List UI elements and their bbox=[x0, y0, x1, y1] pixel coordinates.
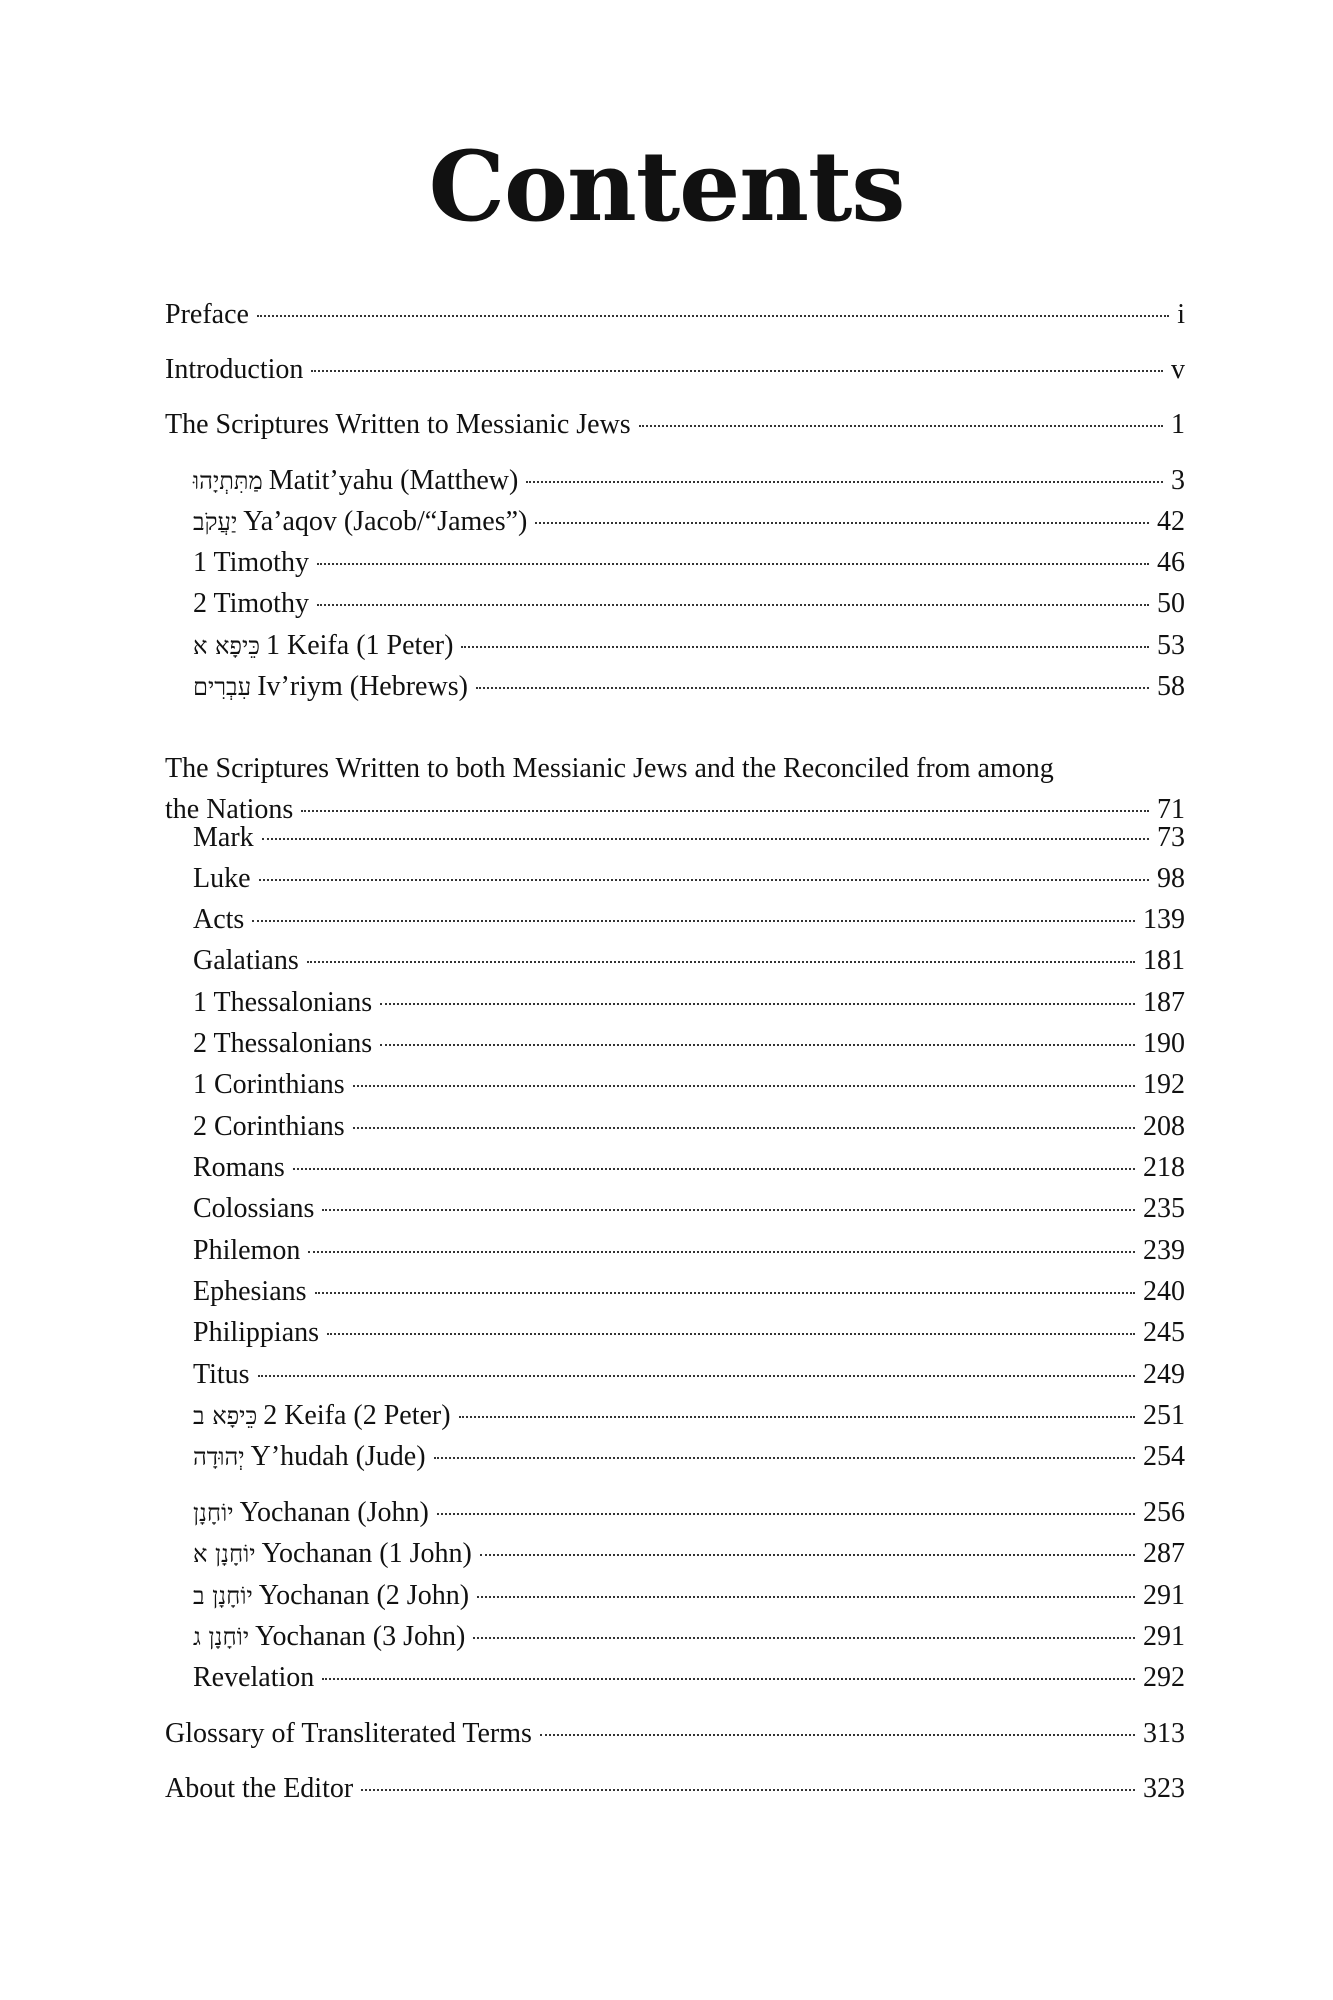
toc-entry-label: Colossians bbox=[193, 1193, 315, 1224]
toc-page-number: 53 bbox=[1157, 630, 1185, 661]
toc-entry-colossians[interactable] bbox=[193, 1192, 1185, 1226]
toc-entry-hebrew: עִבְרִים bbox=[193, 673, 252, 701]
toc-entry-label: The Scriptures Written to Messianic Jews bbox=[165, 409, 631, 440]
toc-page-number: 239 bbox=[1143, 1235, 1185, 1266]
toc-page-number: 291 bbox=[1143, 1621, 1185, 1652]
toc-entry-john[interactable] bbox=[193, 1496, 1185, 1530]
toc-page-number: 50 bbox=[1157, 588, 1185, 619]
toc-entry-label: Y’hudah (Jude) bbox=[250, 1441, 426, 1472]
toc-page-number: 251 bbox=[1143, 1400, 1185, 1431]
toc-entry-label: Titus bbox=[193, 1359, 250, 1390]
toc-entry-2-timothy[interactable] bbox=[193, 587, 1185, 621]
toc-entry-1-timothy[interactable] bbox=[193, 546, 1185, 580]
toc-entry-hebrew: יְהוּדָה bbox=[193, 1443, 245, 1471]
dot-leader bbox=[257, 315, 1169, 317]
toc-entry-hebrew: יוֹחָנָן ב bbox=[193, 1582, 253, 1610]
dot-leader bbox=[477, 1596, 1135, 1598]
toc-entry-label: Glossary of Transliterated Terms bbox=[165, 1718, 532, 1749]
toc-entry-label: Ya’aqov (Jacob/“James”) bbox=[243, 506, 528, 537]
toc-entry-revelation[interactable] bbox=[193, 1661, 1185, 1695]
toc-page-number: 3 bbox=[1171, 465, 1185, 496]
toc-entry-2-corinthians[interactable] bbox=[193, 1110, 1185, 1144]
toc-entry-preface[interactable] bbox=[165, 298, 1185, 332]
toc-entry-label: Revelation bbox=[193, 1662, 315, 1693]
dot-leader bbox=[461, 646, 1149, 648]
toc-page-number: 323 bbox=[1143, 1773, 1185, 1804]
toc-page-number: 287 bbox=[1143, 1538, 1185, 1569]
toc-page-number: 139 bbox=[1143, 904, 1185, 935]
dot-leader bbox=[353, 1127, 1135, 1129]
dot-leader bbox=[434, 1457, 1135, 1459]
toc-page-number: v bbox=[1171, 354, 1185, 385]
toc-page-number: 192 bbox=[1143, 1069, 1185, 1100]
toc-page-number: 218 bbox=[1143, 1152, 1185, 1183]
dot-leader bbox=[322, 1678, 1135, 1680]
toc-entry-label: 1 Timothy bbox=[193, 547, 309, 578]
toc-entry-label: 1 Keifa (1 Peter) bbox=[266, 630, 454, 661]
toc-entry-label: Romans bbox=[193, 1152, 285, 1183]
toc-page-number: 181 bbox=[1143, 945, 1185, 976]
toc-page-number: 245 bbox=[1143, 1317, 1185, 1348]
dot-leader bbox=[480, 1554, 1135, 1556]
dot-leader bbox=[353, 1085, 1135, 1087]
toc-entry-label: Philippians bbox=[193, 1317, 320, 1348]
toc-entry-3-john[interactable] bbox=[193, 1620, 1185, 1654]
toc-entry-label: 1 Corinthians bbox=[193, 1069, 345, 1100]
dot-leader bbox=[262, 838, 1149, 840]
toc-entry-hebrew: יַעֲקֹב bbox=[193, 508, 238, 536]
dot-leader bbox=[301, 810, 1149, 812]
toc-entry-philippians[interactable] bbox=[193, 1316, 1185, 1350]
toc-entry-label: Yochanan (John) bbox=[239, 1497, 429, 1528]
toc-entry-titus[interactable] bbox=[193, 1358, 1185, 1392]
dot-leader bbox=[540, 1734, 1135, 1736]
dot-leader bbox=[473, 1637, 1135, 1639]
toc-page-number: 42 bbox=[1157, 506, 1185, 537]
toc-entry-luke[interactable] bbox=[193, 862, 1185, 896]
toc-entry-acts[interactable] bbox=[193, 903, 1185, 937]
toc-entry-label: Preface bbox=[165, 299, 249, 330]
dot-leader bbox=[315, 1292, 1135, 1294]
toc-entry-2-thessalonians[interactable] bbox=[193, 1027, 1185, 1061]
toc-entry-label: Yochanan (1 John) bbox=[261, 1538, 472, 1569]
dot-leader bbox=[459, 1416, 1135, 1418]
toc-entry-label: Matit’yahu (Matthew) bbox=[268, 465, 519, 496]
toc-entry-label: Yochanan (2 John) bbox=[258, 1580, 470, 1611]
toc-entry-james[interactable] bbox=[193, 505, 1185, 539]
toc-entry-label: About the Editor bbox=[165, 1773, 354, 1804]
dot-leader bbox=[252, 920, 1135, 922]
toc-page-number: 71 bbox=[1157, 794, 1185, 825]
toc-page-number: 254 bbox=[1143, 1441, 1185, 1472]
toc-entry-romans[interactable] bbox=[193, 1151, 1185, 1185]
toc-page-number: 1 bbox=[1171, 409, 1185, 440]
dot-leader bbox=[317, 563, 1149, 565]
toc-entry-1-thessalonians[interactable] bbox=[193, 986, 1185, 1020]
toc-entry-1-john[interactable] bbox=[193, 1537, 1185, 1571]
toc-entry-hebrew: יוֹחָנָן bbox=[193, 1499, 234, 1527]
toc-entry-hebrew: כֵּיפָא א bbox=[193, 632, 261, 660]
dot-leader bbox=[311, 370, 1163, 372]
toc-entry-label: Introduction bbox=[165, 354, 304, 385]
toc-page-number: 187 bbox=[1143, 987, 1185, 1018]
toc-entry-label: Ephesians bbox=[193, 1276, 307, 1307]
dot-leader bbox=[380, 1044, 1135, 1046]
dot-leader bbox=[259, 879, 1149, 881]
toc-entry-label: Philemon bbox=[193, 1235, 301, 1266]
toc-entry-label: 2 Keifa (2 Peter) bbox=[263, 1400, 451, 1431]
dot-leader bbox=[322, 1209, 1135, 1211]
toc-page-number: 98 bbox=[1157, 863, 1185, 894]
toc-page-number: 58 bbox=[1157, 671, 1185, 702]
toc-entry-label: the Nations bbox=[165, 794, 294, 825]
toc-page-number: 256 bbox=[1143, 1497, 1185, 1528]
toc-entry-label: 2 Corinthians bbox=[193, 1111, 345, 1142]
toc-entry-about-editor[interactable] bbox=[165, 1772, 1185, 1806]
page-title: Contents bbox=[428, 130, 905, 243]
toc-entry-mark[interactable] bbox=[193, 821, 1185, 855]
toc-entry-matthew[interactable] bbox=[193, 464, 1185, 498]
toc-entry-label: Iv’riym (Hebrews) bbox=[257, 671, 468, 702]
toc-entry-label: 2 Timothy bbox=[193, 588, 309, 619]
toc-entry-introduction[interactable] bbox=[165, 353, 1185, 387]
toc-page-number: 292 bbox=[1143, 1662, 1185, 1693]
toc-entry-philemon[interactable] bbox=[193, 1234, 1185, 1268]
toc-entry-label: 2 Thessalonians bbox=[193, 1028, 373, 1059]
toc-entry-scriptures-messianic-jews[interactable] bbox=[165, 408, 1185, 442]
toc-entry-glossary[interactable] bbox=[165, 1717, 1185, 1751]
toc-page-number: 313 bbox=[1143, 1718, 1185, 1749]
dot-leader bbox=[526, 481, 1163, 483]
dot-leader bbox=[258, 1375, 1135, 1377]
toc-page-number: 46 bbox=[1157, 547, 1185, 578]
dot-leader bbox=[293, 1168, 1135, 1170]
dot-leader bbox=[307, 961, 1135, 963]
dot-leader bbox=[308, 1251, 1135, 1253]
toc-page-number: 208 bbox=[1143, 1111, 1185, 1142]
toc-entry-2-john[interactable] bbox=[193, 1579, 1185, 1613]
toc-entry-1-corinthians[interactable] bbox=[193, 1068, 1185, 1102]
toc-page-number: i bbox=[1177, 299, 1185, 330]
toc-page-number: 73 bbox=[1157, 822, 1185, 853]
toc-entry-hebrew: כֵּיפָא ב bbox=[193, 1402, 258, 1430]
toc-entry-hebrew: מַתִּתְיָהוּ bbox=[193, 467, 263, 495]
toc-entry-label: Acts bbox=[193, 904, 245, 935]
dot-leader bbox=[380, 1003, 1135, 1005]
toc-entry-2-peter[interactable] bbox=[193, 1399, 1185, 1433]
toc-entry-label: Galatians bbox=[193, 945, 299, 976]
dot-leader bbox=[639, 425, 1163, 427]
toc-page-number: 240 bbox=[1143, 1276, 1185, 1307]
dot-leader bbox=[437, 1513, 1135, 1515]
toc-entry-jude[interactable] bbox=[193, 1440, 1185, 1474]
toc-entry-label: Luke bbox=[193, 863, 251, 894]
dot-leader bbox=[317, 604, 1149, 606]
toc-entry-scriptures-both-line1[interactable]: The Scriptures Written to both Messianic Jews and the Reconciled from among bbox=[165, 753, 1054, 784]
toc-entry-hebrews[interactable] bbox=[193, 670, 1185, 704]
toc-entry-hebrew: יוֹחָנָן א bbox=[193, 1540, 256, 1568]
toc-page-number: 190 bbox=[1143, 1028, 1185, 1059]
toc-page-number: 235 bbox=[1143, 1193, 1185, 1224]
toc-entry-label: Mark bbox=[193, 822, 254, 853]
toc-entry-hebrew: יוֹחָנָן ג bbox=[193, 1623, 250, 1651]
toc-page-number: 249 bbox=[1143, 1359, 1185, 1390]
dot-leader bbox=[327, 1333, 1135, 1335]
toc-entry-ephesians[interactable] bbox=[193, 1275, 1185, 1309]
toc-entry-1-peter[interactable] bbox=[193, 629, 1185, 663]
dot-leader bbox=[361, 1789, 1135, 1791]
dot-leader bbox=[535, 522, 1149, 524]
toc-entry-label: Yochanan (3 John) bbox=[255, 1621, 466, 1652]
dot-leader bbox=[476, 687, 1149, 689]
toc-entry-galatians[interactable] bbox=[193, 944, 1185, 978]
toc-page-number: 291 bbox=[1143, 1580, 1185, 1611]
toc-entry-label: 1 Thessalonians bbox=[193, 987, 373, 1018]
table-of-contents bbox=[165, 0, 1185, 2000]
